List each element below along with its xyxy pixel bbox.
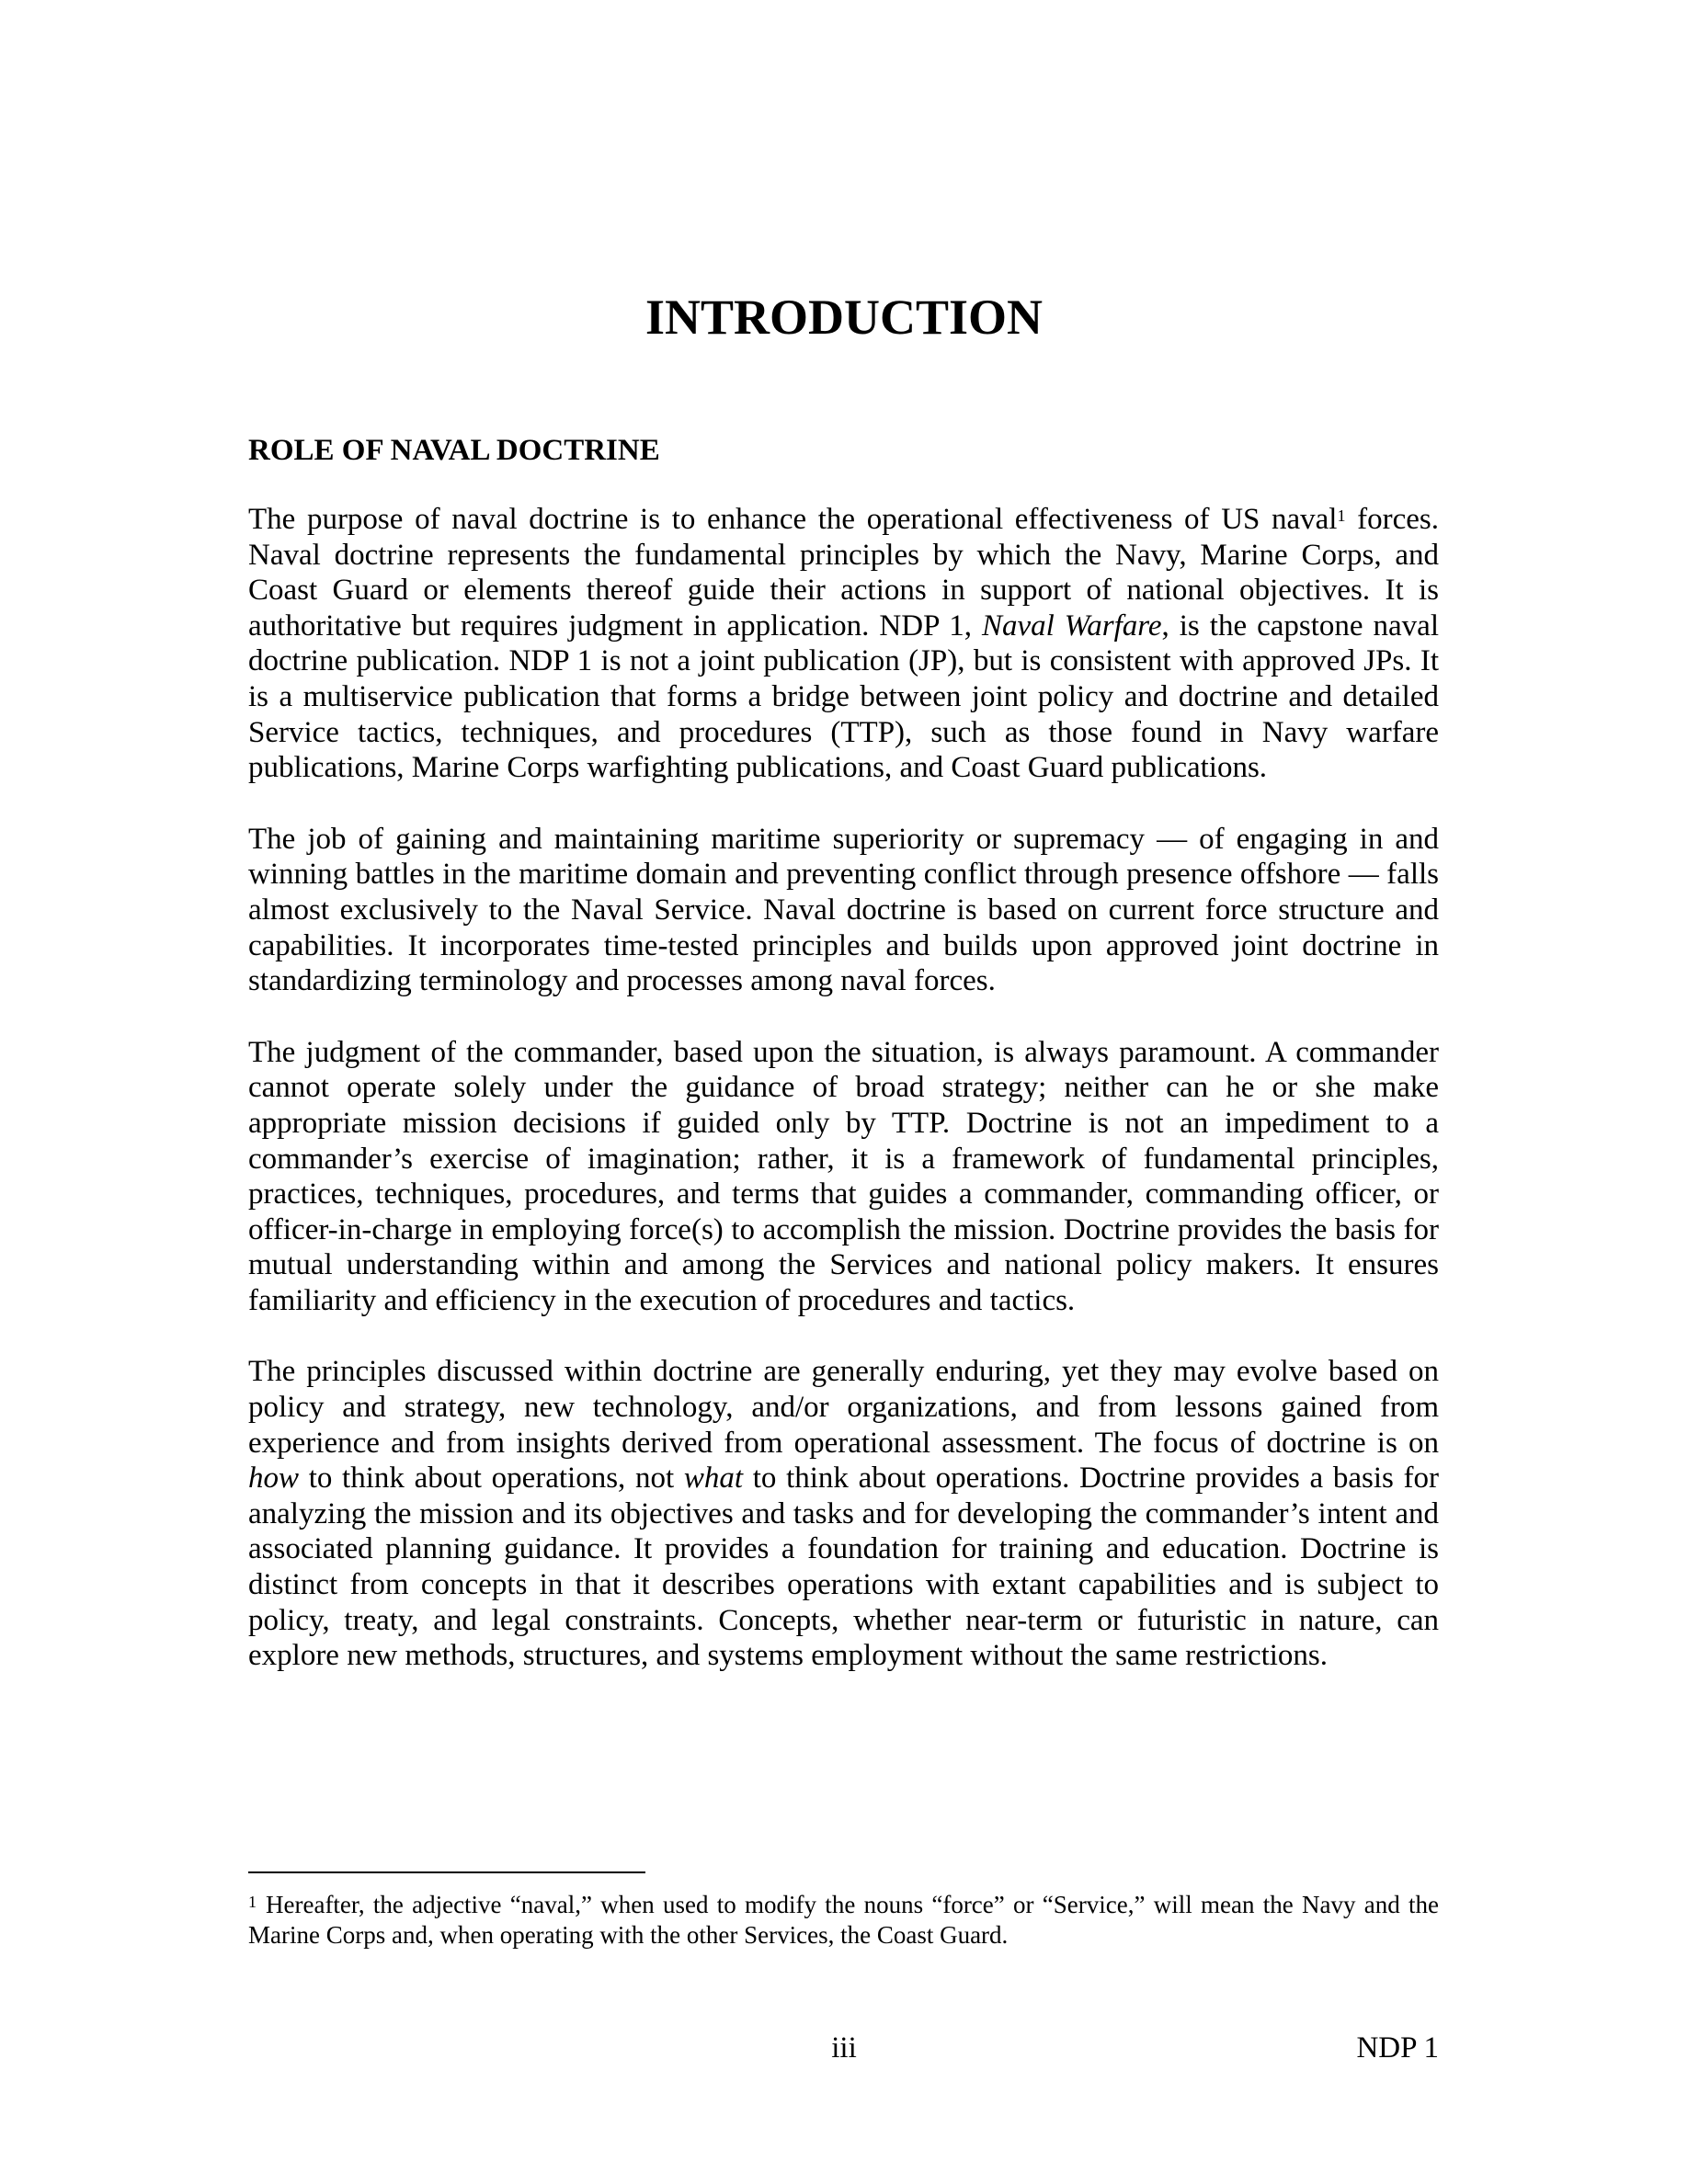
emphasis-what: what [683,1462,744,1496]
footnote-number: 1 [248,1893,257,1911]
document-id: NDP 1 [1356,2031,1439,2065]
footnote-reference: 1 [1337,506,1346,525]
body-text [248,502,1439,1710]
page-number: iii [831,2031,857,2065]
paragraph-2: The job of gaining and maintaining maritime superiority or supremacy — of engaging in and winning battles in the maritime domain and preventing conflict through presence offshore — falls almost exclusively to the Naval Service. Naval doctrine is based on current force structure and capabilities. It incorporates time-tested principles and builds upon approved joint doctrine in standardizing terminology and processes among naval forces. [248,822,1439,998]
footnote-divider [248,1871,645,1873]
paragraph-4-text-a: The principles discussed within doctrine are generally enduring, yet they may evolve based on policy and strategy, new technology, and/or organizations, and from lessons gained from experience and from insights derived from operational assessment. The focus of doctrine is on [248,1355,1439,1460]
paragraph-4-text-b: to think about operations, not [299,1462,684,1496]
paragraph-1-text-c: , is the capstone naval doctrine publication. NDP 1 is not a joint publication (JP), but is consistent with approved JPs. It is a multiservice publication that forms a bridge between joint policy and doctrine and detailed Service tactics, techniques, and procedures (TTP), such as those found in Navy warfare publications, Marine Corps warfighting publications, and Coast Guard publications. [248,609,1440,785]
paragraph-3: The judgment of the commander, based upon the situation, is always paramount. A commander cannot operate solely under the guidance of broad strategy; neither can he or she make appropriate mission decisions if guided only by TTP. Doctrine is not an impediment to a commander’s exercise of imagination; rather, it is a framework of fundamental principles, practices, techniques, procedures, and terms that guides a commander, commanding officer, or officer-in-charge in employing force(s) to accomplish the mission. Doctrine provides the basis for mutual understanding within and among the Services and national policy makers. It ensures familiarity and efficiency in the execution of procedures and tactics. [248,1035,1439,1317]
paragraph-4-text-c: to think about operations. Doctrine provides a basis for analyzing the mission and its objectives and tasks and for developing the commander’s intent and associated planning guidance. It provides a foundation for training and education. Doctrine is distinct from concepts in that it describes operations with extant capabilities and is subject to policy, treaty, and legal constraints. Concepts, whether near-term or futuristic in nature, can explore new methods, structures, and systems employment without the same restrictions. [248,1462,1440,1673]
publication-title-italic: Naval Warfare [981,609,1162,643]
emphasis-how: how [248,1462,300,1496]
paragraph-1-text-b: forces. Naval doctrine represents the fundamental principles by which the Navy, Marine Corps, and Coast Guard or elements thereof guide their actions in support of national objectives. It is authoritative but requires judgment in application. NDP 1, [248,503,1439,643]
paragraph-4 [248,1354,1439,1673]
paragraph-1 [248,502,1439,786]
paragraph-1-text-a: The purpose of naval doctrine is to enhance the operational effectiveness of US naval [248,503,1338,536]
section-heading: ROLE OF NAVAL DOCTRINE [248,434,660,467]
page-title: INTRODUCTION [644,290,1044,345]
footnote [248,1890,1439,1951]
footnote-text: Hereafter, the adjective “naval,” when used to modify the nouns “force” or “Service,” will mean the Navy and the Marine Corps and, when operating with the other Services, the Coast Guard. [248,1891,1439,1949]
